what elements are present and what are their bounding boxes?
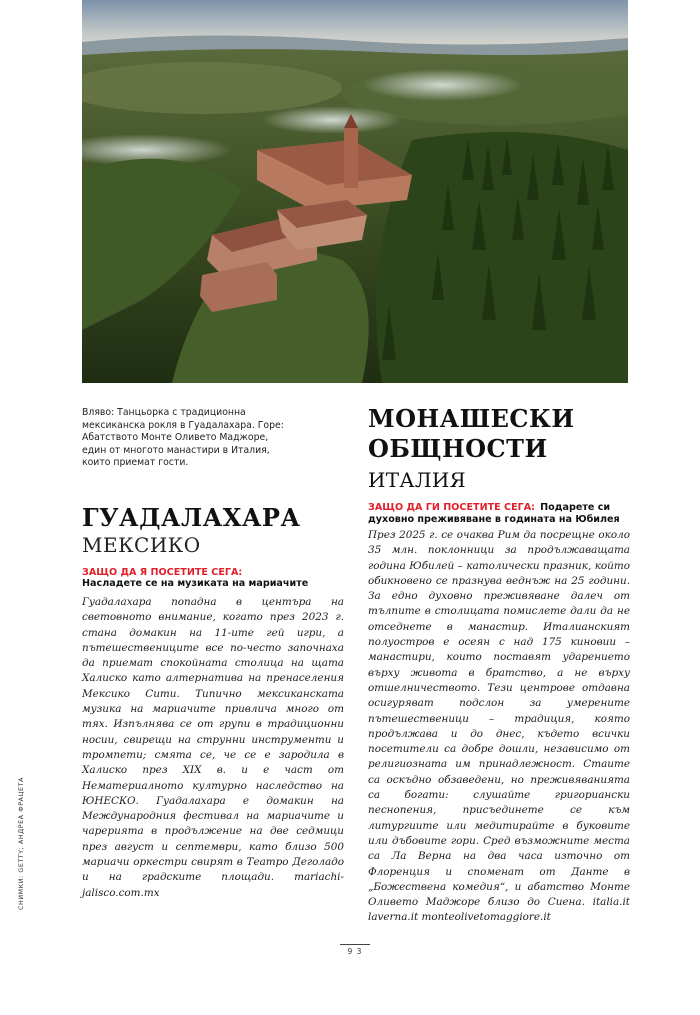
article-kicker: ЗАЩО ДА ГИ ПОСЕТИТЕ СЕГА: [368,502,536,513]
article-country: МЕКСИКО [82,533,201,557]
article-kicker-sub-2: духовно преживяване в годината на Юбилея [368,514,620,525]
photo-credit: СНИМКИ: GETTY; АНДРЕА ФРАЦЕТА [18,777,25,910]
article-kicker-sub: Насладете се на музиката на мариачите [82,578,309,589]
article-links[interactable]: italia.it laverna.it monteolivetomaggiore.it [368,896,630,924]
photo-caption: Вляво: Танцьорка с традиционна мексиканска рокля в Гуадалахара. Горе: Абатството Монте Оливето Маджоре, един от многото манастири в Италия, които приемат гости. [82,407,284,469]
article-title: ГУАДАЛАХАРА [82,503,301,532]
page-number-rule [340,944,370,945]
monastery-aerial-image [82,0,628,383]
article-country: ИТАЛИЯ [368,468,467,492]
article-title-text: МОНАШЕСКИ ОБЩНОСТИ [368,404,575,463]
article-link[interactable]: mariachi-jalisco.com.mx [82,871,344,899]
hero-photo [82,0,628,383]
article-monastic [368,404,630,926]
article-body-text: През 2025 г. се очаква Рим да посрещне около 35 млн. поклонници за продължаващата година Юбилей – католически празник, който обикновено се празнува веднъж на 25 години. За едно духовно преживяване далеч от тълпите в столицата помислете дали да не отседнете в манастир. Италианският полуостров е осеян с над 175 киновии – манастири, които поставят ударението върху живота в братство, а не върху отшелничеството. Тези центрове отдавна осигуряват подслон за умерените пътешественици – традиция, която продължава и до днес, където всички посетители са добре дошли, независимо от религиозната им принадлежност. Стаите са оскъдно обзаведени, но преживяванията са богати: слушайте григориански песнопения, присъединете се към литургиите или медитирайте в буковите или дъбовите гори. Сред възможните места са Ла Верна на два часа източно от Флоренция и споменат от Данте в „Божествена комедия“, и абатство Монте Оливето Маджоре близо до Сиена. [368,529,630,909]
article-body [368,528,630,926]
article-body-text: Гуадалахара попадна в центъра на световното внимание, когато през 2023 г. стана домакин на 11-ите гей игри, а пътешествениците все по-често започнаха да приемат спокойната столица на щата Халиско като алтернатива на пренаселения Мексико Сити. Типично мексиканската музика на мариачите привлича много от тях. Изпълнява се от групи в традиционни носии, свирещи на струнни инструменти и тромпети; смята се, че се е зародила в Халиско през XIX в. и е част от Нематериалното културно наследство на ЮНЕСКО. Гуадалахара е домакин на Международния фестивал на мариачите и чарерията в продължение на две седмици през август и септември, като близо 500 мариачи оркестри свирят в Театро Деголадо и на градските площади. [82,596,344,884]
article-guadalajara [82,503,344,901]
article-title [368,404,630,495]
page-number: 9 3 [347,947,363,956]
article-kicker-sub: Подарете си [540,502,611,513]
article-body [82,595,344,901]
article-kicker: ЗАЩО ДА Я ПОСЕТИТЕ СЕГА: [82,567,243,578]
